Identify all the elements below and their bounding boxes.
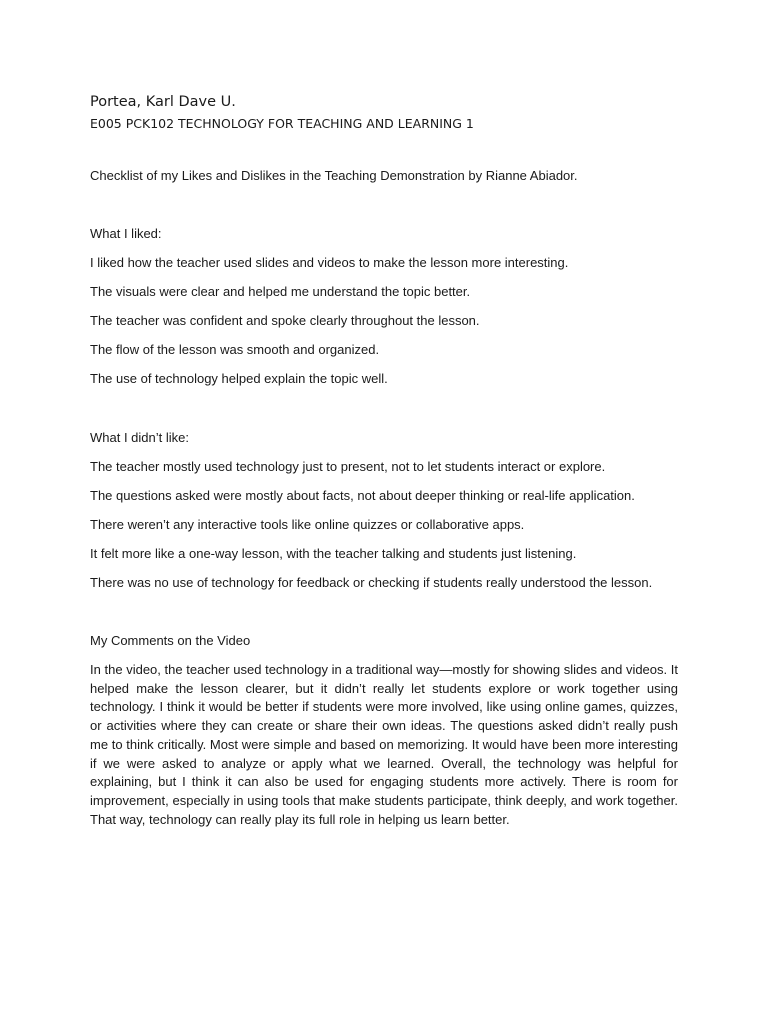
comments-heading: My Comments on the Video	[90, 633, 251, 648]
disliked-item: There weren’t any interactive tools like online quizzes or collaborative apps.	[90, 517, 525, 532]
liked-item: I liked how the teacher used slides and videos to make the lesson more interesting.	[90, 255, 569, 270]
disliked-item: The questions asked were mostly about facts, not about deeper thinking or real-life application.	[90, 488, 635, 503]
disliked-item: There was no use of technology for feedback or checking if students really understood the lesson.	[90, 575, 653, 590]
document-page	[90, 92, 678, 827]
liked-item: The teacher was confident and spoke clearly throughout the lesson.	[90, 313, 480, 328]
disliked-item: It felt more like a one-way lesson, with the teacher talking and students just listening.	[90, 546, 577, 561]
liked-item: The visuals were clear and helped me understand the topic better.	[90, 284, 471, 299]
author-name: Portea, Karl Dave U.	[90, 94, 236, 110]
course-title: E005 PCK102 TECHNOLOGY FOR TEACHING AND LEARNING 1	[90, 116, 474, 131]
disliked-item: The teacher mostly used technology just to present, not to let students interact or explore.	[90, 459, 606, 474]
disliked-heading: What I didn’t like:	[90, 430, 189, 445]
comments-paragraph: In the video, the teacher used technology in a traditional way—mostly for showing slides and videos. It helped make the lesson clearer, but it didn’t really let students explore or work together using technology. I think it would be better if students were more involved, like using online games, quizzes, or activities where they can create or share their own ideas. The questions asked didn’t really push me to think critically. Most were simple and based on memorizing. It would have been more interesting if we were asked to analyze or apply what we learned. Overall, the technology was helpful for explaining, but I think it can also be used for engaging students more actively. There is room for improvement, especially in using tools that make students participate, think deeply, and work together. That way, technology can really play its full role in helping us learn better.	[90, 662, 678, 827]
liked-item: The use of technology helped explain the topic well.	[90, 371, 388, 386]
liked-item: The flow of the lesson was smooth and organized.	[90, 342, 380, 357]
disliked-list	[90, 458, 652, 603]
liked-heading: What I liked:	[90, 226, 162, 241]
liked-list	[90, 254, 568, 399]
intro-sentence: Checklist of my Likes and Dislikes in the Teaching Demonstration by Rianne Abiador.	[90, 168, 578, 183]
